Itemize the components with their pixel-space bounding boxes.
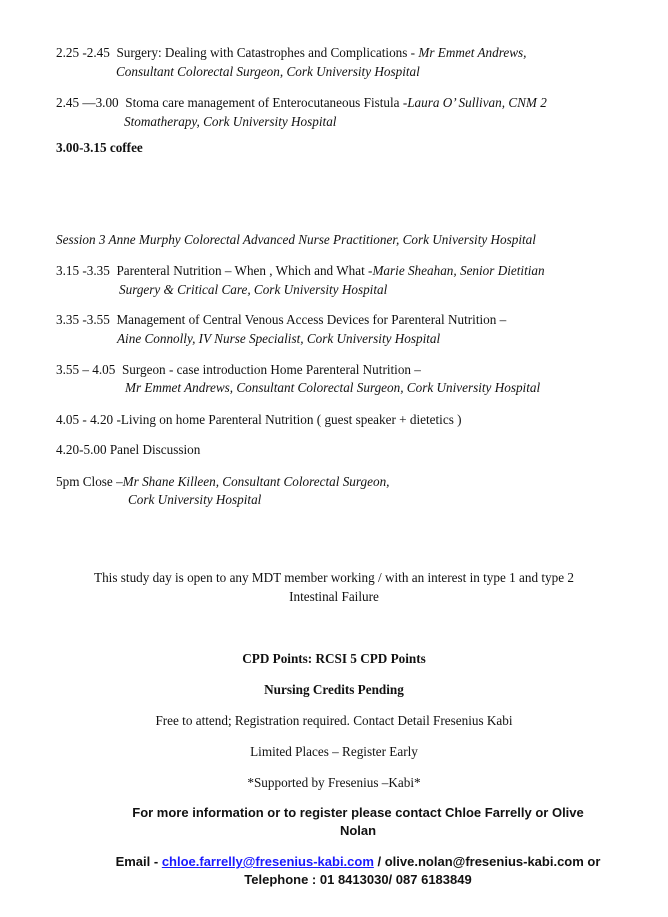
item-time: 2.25 -2.45 [56, 45, 110, 60]
item-title: Surgery: Dealing with Catastrophes and Complications - [116, 45, 419, 60]
cpd-points: CPD Points: RCSI 5 CPD Points [242, 651, 426, 666]
item-title: Parenteral Nutrition – When , Which and What - [116, 263, 373, 278]
agenda-item-living-hpn: 4.05 - 4.20 -Living on home Parenteral Nutrition ( guest speaker + dietetics ) [56, 412, 462, 427]
open-to-text: This study day is open to any MDT member working / with an interest in type 1 and type 2 [94, 570, 574, 585]
agenda-item-surgery [56, 45, 526, 61]
email-olive: / olive.nolan@fresenius-kabi.com or [373, 854, 601, 869]
session-heading: Session 3 Anne Murphy Colorectal Advanced Nurse Practitioner, Cork University Hospital [56, 232, 536, 247]
item-speaker: Mr Shane Killeen, Consultant Colorectal Surgeon, [122, 474, 390, 489]
agenda-item-surgeon-case [56, 362, 421, 378]
telephone-line: Telephone : 01 8413030/ 087 6183849 [244, 872, 472, 887]
speaker-detail: Surgery & Critical Care, Cork University Hospital [119, 282, 388, 297]
item-title: Surgeon - case introduction Home Parenteral Nutrition – [121, 362, 421, 377]
open-to-text-2: Intestinal Failure [289, 589, 379, 604]
speaker-detail: Cork University Hospital [128, 492, 262, 507]
registration-info: Free to attend; Registration required. Contact Detail Fresenius Kabi [155, 713, 513, 728]
contact-text: For more information or to register please contact Chloe Farrelly or Olive [132, 805, 584, 820]
item-time: 3.35 -3.55 [56, 312, 110, 327]
agenda-item-panel: 4.20-5.00 Panel Discussion [56, 442, 201, 457]
speaker-detail: Stomatherapy, Cork University Hospital [124, 114, 337, 129]
speaker-detail: Consultant Colorectal Surgeon, Cork University Hospital [116, 64, 420, 79]
item-time: 3.55 – 4.05 [56, 362, 116, 377]
speaker-detail: Aine Connolly, IV Nurse Specialist, Cork University Hospital [117, 331, 441, 346]
item-speaker: Mr Emmet Andrews, [418, 45, 527, 60]
email-link-chloe[interactable]: chloe.farrelly@fresenius-kabi.com [161, 854, 374, 869]
email-line [24, 854, 668, 870]
item-time: 2.45 —3.00 [56, 95, 119, 110]
limited-places: Limited Places – Register Early [250, 744, 418, 759]
speaker-detail: Mr Emmet Andrews, Consultant Colorectal Surgeon, Cork University Hospital [125, 380, 541, 395]
supported-by: *Supported by Fresenius –Kabi* [247, 775, 421, 790]
item-speaker: Marie Sheahan, Senior Dietitian [372, 263, 545, 278]
item-title: Stoma care management of Enterocutaneous Fistula - [125, 95, 408, 110]
agenda-item-close [56, 474, 389, 490]
agenda-item-stoma [56, 95, 547, 111]
item-title: Management of Central Venous Access Devices for Parenteral Nutrition – [116, 312, 507, 327]
contact-text-2: Nolan [339, 823, 377, 838]
agenda-item-pn [56, 263, 545, 279]
agenda-item-cvad [56, 312, 506, 328]
item-time: 5pm Close – [56, 474, 123, 489]
email-label: Email - [115, 854, 162, 869]
item-speaker: Laura O’ Sullivan, CNM 2 [407, 95, 547, 110]
item-time: 3.15 -3.35 [56, 263, 110, 278]
nursing-credits: Nursing Credits Pending [264, 682, 404, 697]
coffee-break: 3.00-3.15 coffee [56, 140, 143, 155]
